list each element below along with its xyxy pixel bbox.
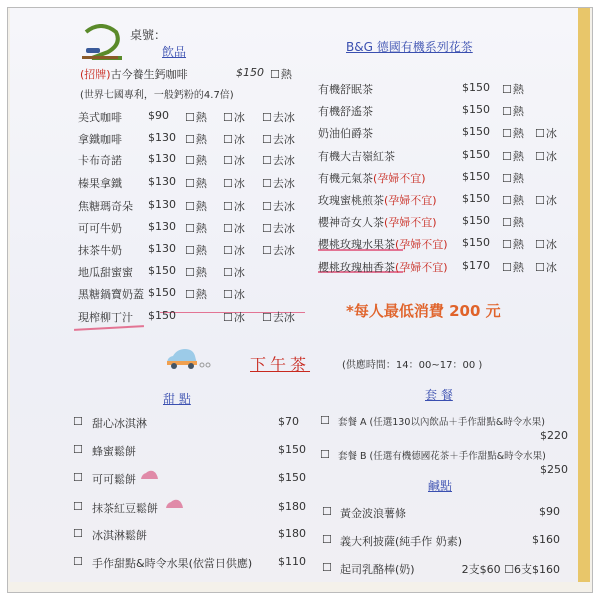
drink-price: $130 [148, 152, 176, 165]
option-noice-checkbox[interactable]: ☐ 去冰 [262, 175, 295, 191]
tea-row [0, 170, 600, 190]
option-hot-checkbox[interactable]: ☐ 熱 [502, 259, 524, 275]
option-ice-checkbox[interactable]: ☐ 冰 [223, 286, 245, 302]
teas-title: B&G 德國有機系列花茶 [346, 40, 473, 54]
set-name: 套餐 A (任選130以內飲品＋手作甜點&時令水果) [338, 417, 545, 428]
option-ice-checkbox[interactable]: ☐ 冰 [223, 264, 245, 280]
dessert-checkbox[interactable] [73, 471, 84, 484]
signature-note: (世界七國專利，一般鈣粉的4.7倍) [80, 90, 234, 101]
set-row [0, 414, 600, 442]
tea-row [0, 192, 600, 212]
drink-price: $130 [148, 175, 176, 188]
drink-name: 榛果拿鐵 [78, 177, 122, 190]
dessert-name: 抹茶紅豆鬆餅 [92, 502, 158, 515]
drink-name: 焦糖瑪奇朵 [78, 200, 133, 213]
set-row [0, 448, 600, 476]
signature-tag: (招牌) [80, 68, 111, 81]
set-checkbox[interactable] [320, 448, 331, 461]
min-charge-notice: *每人最低消費 200 元 [346, 302, 501, 320]
tea-price: $150 [462, 192, 490, 205]
tea-row [0, 148, 600, 168]
tea-price: $150 [462, 81, 490, 94]
drink-price: $130 [148, 242, 176, 255]
tea-price: $150 [462, 169, 490, 183]
savory-title: 鹹點 [428, 479, 453, 493]
signature-price: $150 [236, 66, 264, 79]
option-ice-checkbox[interactable]: ☐ 冰 [223, 175, 245, 191]
tea-price: $170 [462, 258, 490, 272]
desserts-title: 甜 點 [163, 392, 191, 406]
dessert-name: 甜心冰淇淋 [92, 417, 147, 430]
savory-name: 黃金波浪薯條 [340, 507, 406, 520]
tea-row [0, 236, 600, 256]
option-noice-checkbox[interactable]: ☐ 去冰 [262, 198, 295, 214]
option-noice-checkbox[interactable]: ☐ 去冰 [262, 220, 295, 236]
savory-checkbox[interactable] [322, 533, 333, 546]
tea-note: (孕婦不宜) [384, 216, 437, 230]
tea-name: 有機舒眠茶 [318, 83, 373, 96]
tea-price: $150 [462, 236, 490, 250]
option-hot-checkbox[interactable]: ☐ 熱 [185, 220, 207, 236]
savory-row [0, 533, 600, 553]
dessert-name: 冰淇淋鬆餅 [92, 529, 147, 542]
option-ice-checkbox[interactable]: ☐ 冰 [535, 125, 557, 141]
option-hot-checkbox[interactable]: ☐ 熱 [502, 148, 524, 164]
option-hot-checkbox[interactable]: ☐ 熱 [185, 131, 207, 147]
drink-name: 黑糖鍋寶奶蓋 [78, 288, 144, 301]
option-hot-checkbox[interactable]: ☐ 熱 [185, 175, 207, 191]
set-price: $250 [540, 463, 568, 476]
tea-name: 櫻神奇女人茶 [318, 216, 384, 230]
option-hot-checkbox[interactable]: ☐ 熱 [185, 198, 207, 214]
tea-name: 櫻桃玫瑰水果茶 [318, 238, 395, 252]
drink-name: 抹茶牛奶 [78, 244, 122, 257]
tea-name: 有機大吉嶺紅茶 [318, 149, 395, 163]
car-icon-pink [140, 470, 160, 482]
savory-name: 義大利披薩(純手作 奶素) [340, 535, 463, 548]
option-ice-checkbox[interactable]: ☐ 冰 [223, 198, 245, 214]
option-hot-checkbox[interactable]: ☐ 熱 [502, 170, 524, 186]
savory-checkbox[interactable] [322, 561, 333, 574]
option-ice-checkbox[interactable]: ☐ 冰 [535, 236, 557, 252]
dessert-price: $150 [278, 471, 306, 484]
tea-price: $150 [462, 214, 490, 228]
savory-price: $90 [539, 505, 560, 518]
tea-price: $150 [462, 125, 490, 139]
dessert-price: $110 [278, 555, 306, 568]
option-hot-checkbox[interactable]: ☐ 熱 [502, 214, 524, 230]
savory-row [0, 505, 600, 525]
tea-note: (孕婦不宜) [384, 194, 437, 207]
drink-price: $90 [148, 109, 169, 122]
option-noice-checkbox[interactable]: ☐ 去冰 [262, 109, 295, 125]
savory-checkbox[interactable] [322, 505, 333, 518]
dessert-price: $70 [278, 415, 299, 428]
option-ice-checkbox[interactable]: ☐ 冰 [223, 131, 245, 147]
afternoon-tea-title: 下午茶 [250, 355, 311, 374]
tea-price: $150 [462, 103, 490, 117]
logo-icon [78, 24, 124, 62]
tea-row [0, 259, 600, 279]
option-ice-checkbox[interactable]: ☐ 冰 [223, 220, 245, 236]
set-price: $220 [540, 429, 568, 442]
sets-title: 套 餐 [425, 388, 453, 402]
tea-row [0, 81, 600, 101]
savory-name: 起司乳酪棒(奶) [340, 563, 415, 576]
table-number-label: 桌號： [130, 28, 167, 42]
dessert-price: $180 [278, 527, 306, 540]
car-icon [165, 348, 211, 370]
option-ice-checkbox[interactable]: ☐ 冰 [535, 148, 557, 164]
drinks-title: 飲品 [162, 45, 187, 59]
dessert-name: 蜂蜜鬆餅 [92, 445, 136, 458]
signature-name: 古今養生鈣咖啡 [110, 68, 188, 81]
drink-price: $130 [148, 131, 176, 144]
tea-name: 玫瑰蜜桃煎茶 [318, 194, 384, 207]
option-hot-checkbox[interactable]: ☐ 熱 [502, 81, 524, 97]
drink-price: $150 [148, 286, 176, 299]
tea-name: 櫻桃玫瑰柚香茶 [318, 260, 395, 274]
drink-name: 拿鐵咖啡 [78, 133, 122, 146]
option-hot-checkbox[interactable]: ☐ 熱 [502, 103, 524, 119]
option-ice-checkbox[interactable]: ☐ 冰 [535, 192, 557, 208]
drink-price: $130 [148, 198, 176, 211]
option-hot-checkbox[interactable]: ☐ 熱 [502, 192, 524, 208]
option-hot-checkbox[interactable]: ☐ 熱 [185, 264, 207, 280]
tea-price: $150 [462, 147, 490, 161]
tea-row [0, 125, 600, 145]
service-hours: (供應時間：14：00~17：00 ) [342, 360, 483, 371]
set-name: 套餐 B (任選有機德國花茶＋手作甜點&時令水果) [338, 451, 546, 462]
savory-price: $160 [532, 533, 560, 546]
dessert-price: $150 [278, 443, 306, 456]
drink-row [0, 309, 600, 329]
dessert-name: 手作甜點&時令水果(依當日供應) [92, 557, 253, 570]
drink-price: $130 [148, 220, 176, 233]
option-ice-checkbox[interactable]: ☐ 冰 [535, 259, 557, 275]
drink-name: 可可牛奶 [78, 222, 122, 235]
option-noice-checkbox[interactable]: ☐ 去冰 [262, 309, 295, 325]
drink-name: 美式咖啡 [78, 111, 122, 124]
option-ice-checkbox[interactable]: ☐ 冰 [223, 152, 245, 168]
option-hot-checkbox[interactable]: ☐ 熱 [185, 242, 207, 258]
signature-hot-checkbox[interactable]: ☐ 熱 [270, 66, 292, 82]
option-ice-checkbox[interactable]: ☐ 冰 [223, 109, 245, 125]
set-checkbox[interactable] [320, 414, 331, 427]
option-noice-checkbox[interactable]: ☐ 去冰 [262, 131, 295, 147]
option-ice-checkbox[interactable]: ☐ 冰 [223, 242, 245, 258]
tea-name: 奶油伯爵茶 [318, 127, 373, 141]
tea-row [0, 214, 600, 234]
tea-note: (孕婦不宜) [395, 260, 448, 274]
dessert-name: 可可鬆餅 [92, 473, 136, 486]
tea-row [0, 103, 600, 123]
drink-price: $150 [148, 309, 176, 322]
dessert-row [0, 471, 600, 491]
dessert-price: $180 [278, 500, 306, 513]
drink-name: 卡布奇諾 [78, 154, 122, 167]
option-noice-checkbox[interactable]: ☐ 去冰 [262, 152, 295, 168]
savory-price: 2支$60 ☐6支$160 [461, 563, 560, 576]
option-hot-checkbox[interactable]: ☐ 熱 [502, 125, 524, 141]
drink-name: 地瓜甜蜜蜜 [78, 266, 133, 279]
tea-note: (孕婦不宜) [395, 238, 448, 252]
tea-name: 有機舒遙茶 [318, 105, 373, 119]
drink-price: $150 [148, 264, 176, 277]
tea-name: 有機元氣茶 [318, 171, 373, 185]
option-hot-checkbox[interactable]: ☐ 熱 [185, 286, 207, 302]
savory-row [0, 561, 600, 581]
drink-name: 現榨柳丁汁 [78, 311, 133, 324]
option-noice-checkbox[interactable]: ☐ 去冰 [262, 242, 295, 258]
option-hot-checkbox[interactable]: ☐ 熱 [502, 236, 524, 252]
option-hot-checkbox[interactable]: ☐ 熱 [185, 109, 207, 125]
option-ice-checkbox[interactable]: ☐ 冰 [223, 309, 245, 325]
drink-row [0, 286, 600, 306]
tea-note: (孕婦不宜) [373, 171, 426, 185]
option-hot-checkbox[interactable]: ☐ 熱 [185, 152, 207, 168]
